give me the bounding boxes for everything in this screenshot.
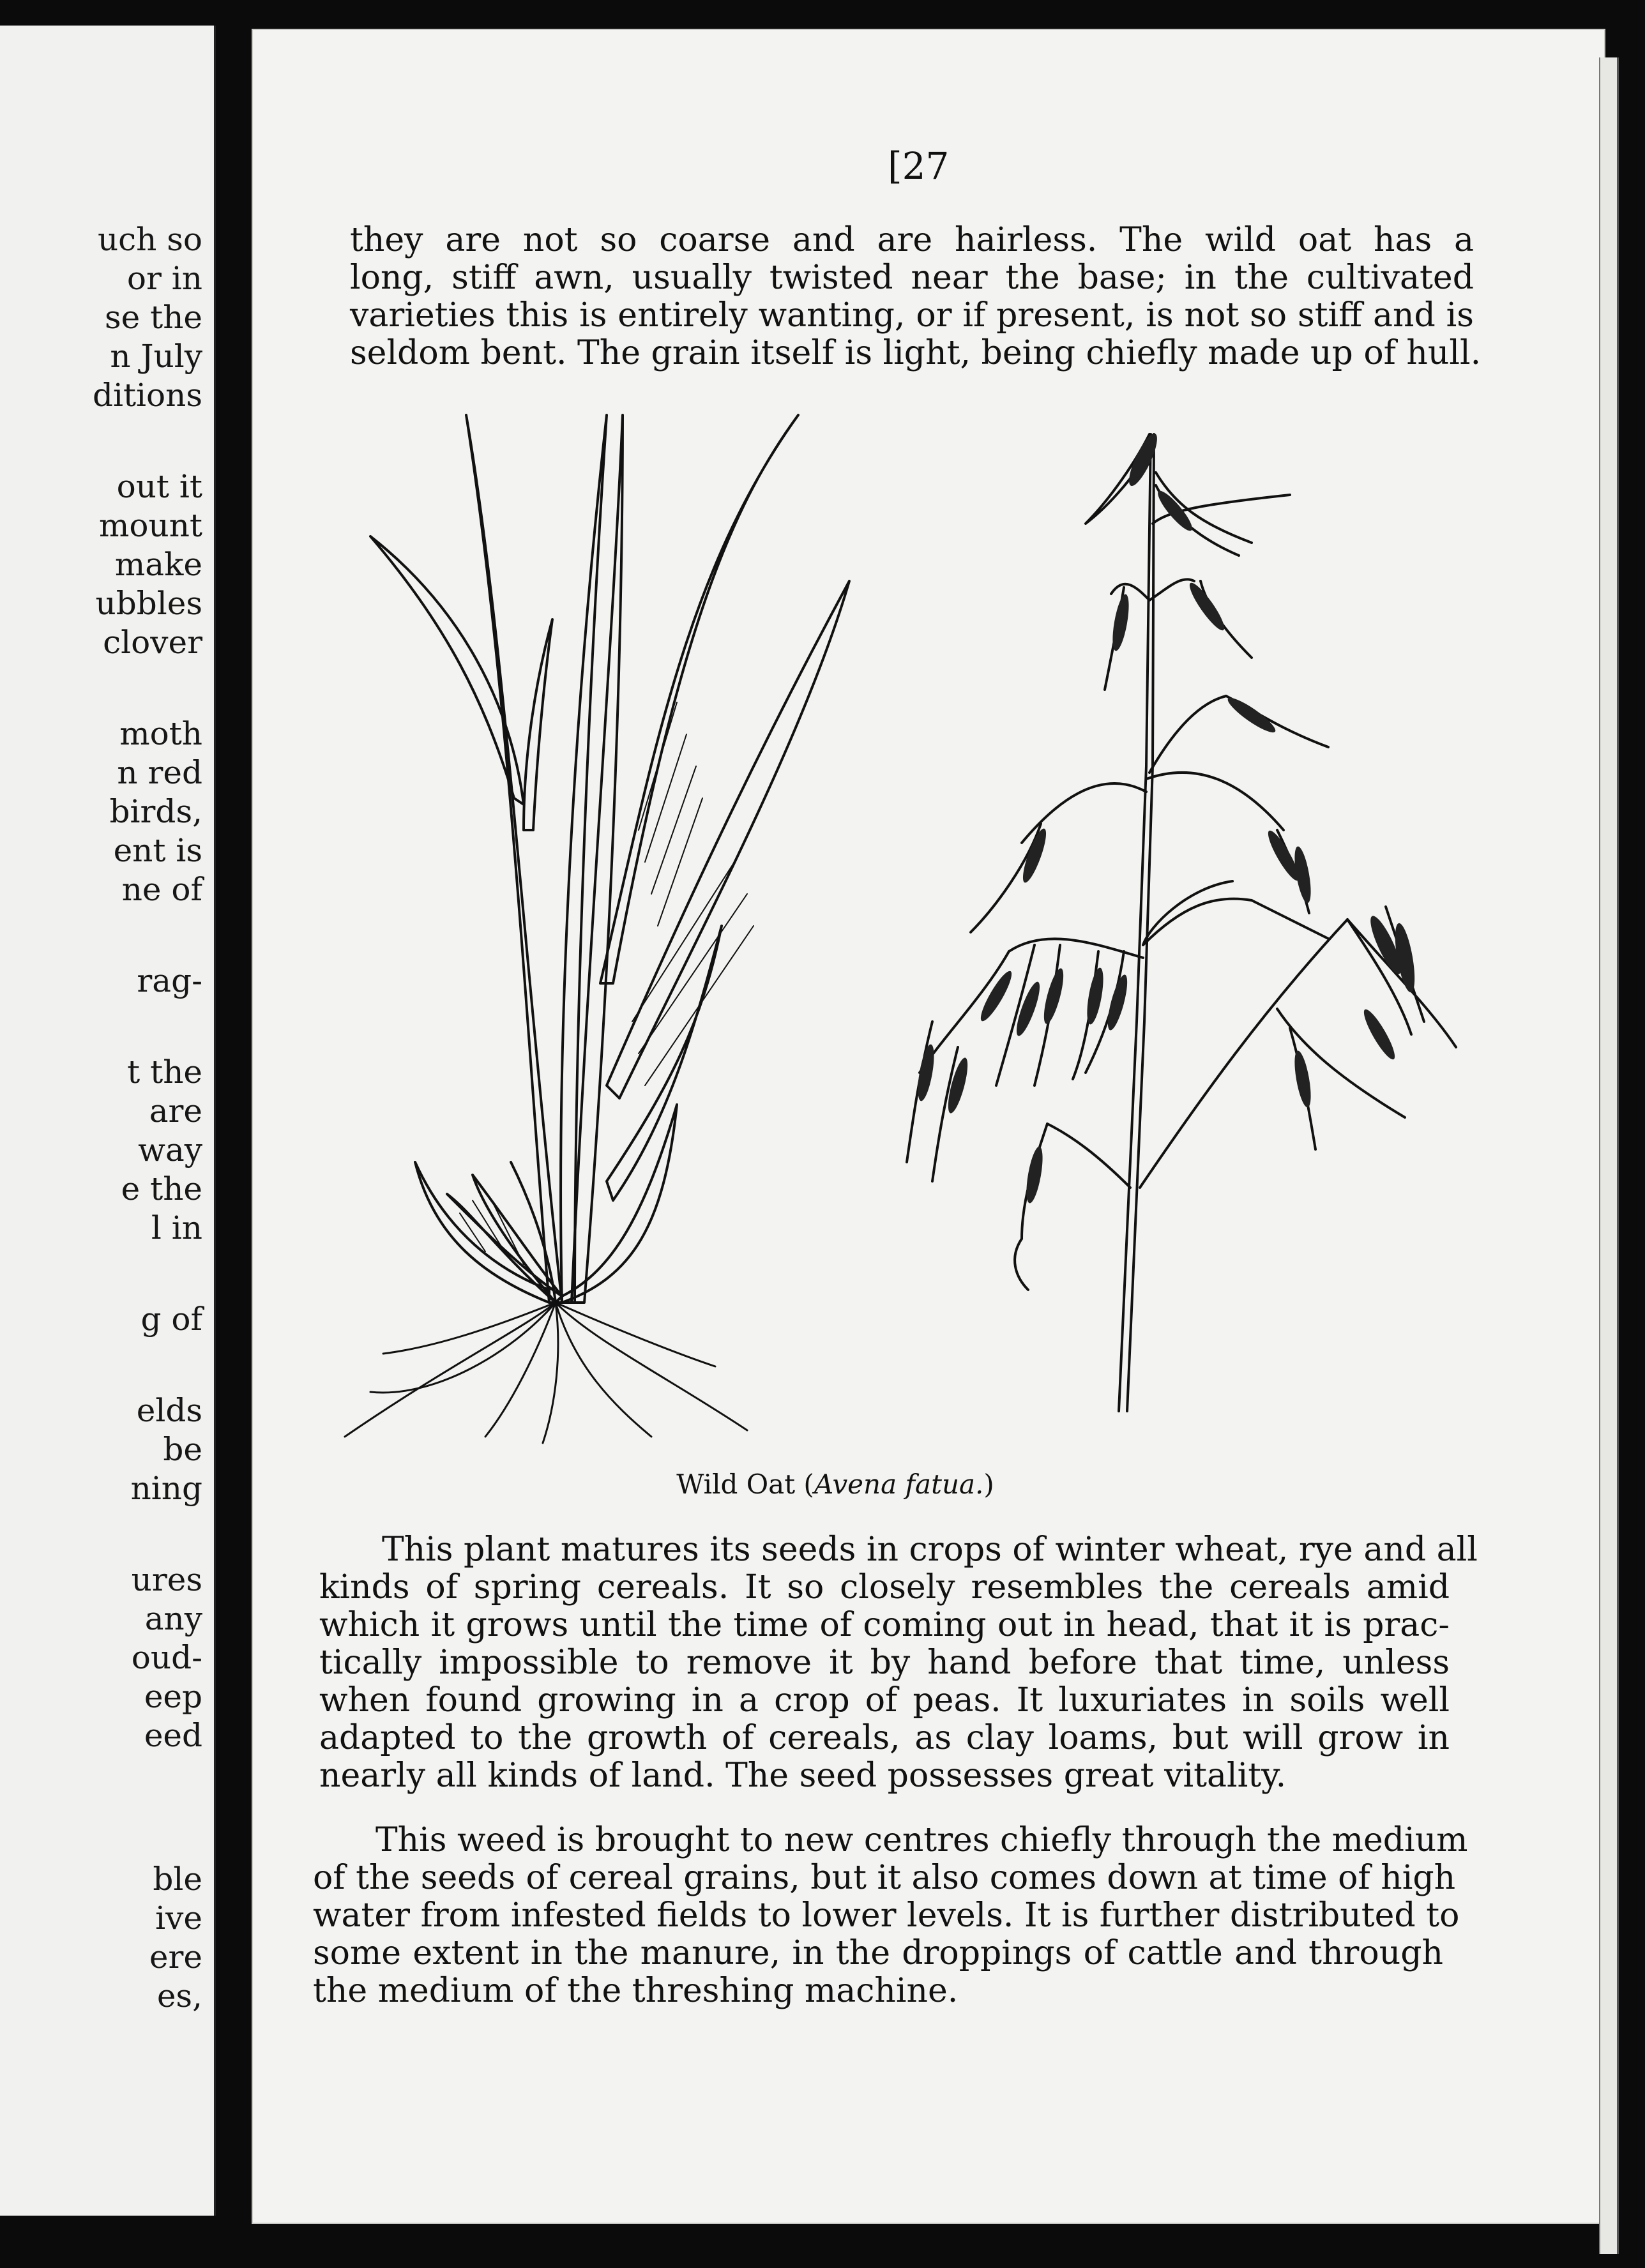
facing-page-line: e the: [121, 1170, 202, 1207]
facing-page-line: mount: [98, 507, 202, 544]
paragraph-2: [313, 1821, 1468, 2010]
facing-page-line: ditions: [92, 377, 202, 414]
facing-page-line: se the: [104, 299, 202, 336]
paragraph-1: [319, 1531, 1478, 1795]
text-line: they are not so coarse and are hairless. The wild oat has a: [350, 221, 1474, 259]
facing-page-line: ere: [149, 1939, 202, 1976]
figure-caption: [0, 1469, 1645, 1500]
facing-page-line: ble: [153, 1861, 202, 1898]
facing-page-line: n red: [117, 754, 202, 791]
text-line: kinds of spring cereals. It so closely resembles the cereals amid: [319, 1568, 1450, 1606]
plant-leaves: [370, 415, 849, 1303]
facing-page-line: n July: [110, 338, 202, 375]
text-line: water from infested fields to lower levels. It is further distributed to: [313, 1896, 1460, 1935]
text-line: This weed is brought to new centres chiefly through the medium: [375, 1821, 1468, 1859]
text-line: some extent in the manure, in the droppings of cattle and through: [313, 1934, 1443, 1972]
facing-page-line: any: [144, 1600, 202, 1637]
facing-page-line: ubbles: [95, 585, 202, 622]
text-line: nearly all kinds of land. The seed possesses great vitality.: [319, 1757, 1287, 1795]
caption-text: Wild Oat (: [676, 1469, 814, 1500]
facing-page-line: oud-: [131, 1639, 202, 1676]
text-line: seldom bent. The grain itself is light, being chiefly made up of hull.: [350, 334, 1482, 372]
plant-roots: [345, 1303, 747, 1443]
facing-page-line: g of: [140, 1301, 202, 1338]
facing-page-line: t the: [127, 1054, 202, 1091]
text-line: varieties this is entirely wanting, or if present, is not so stiff and is: [350, 296, 1474, 335]
facing-page-line: are: [149, 1092, 202, 1130]
facing-page-line: es,: [156, 1977, 202, 2015]
text-line: which it grows until the time of coming out in head, that it is prac-: [319, 1606, 1450, 1644]
facing-page-line: make: [114, 546, 202, 583]
spikelets: [907, 434, 1456, 1290]
facing-page-line: eed: [144, 1717, 202, 1754]
text-line: long, stiff awn, usually twisted near the base; in the cultivated: [350, 259, 1474, 297]
facing-page-line: moth: [119, 715, 202, 752]
facing-page-line: elds: [136, 1392, 202, 1429]
facing-page-line: way: [138, 1131, 202, 1168]
page-number: [27: [888, 144, 950, 188]
text-line: the medium of the threshing machine.: [313, 1972, 959, 2010]
facing-page-line: ent is: [113, 832, 202, 869]
facing-page-line: eep: [144, 1678, 202, 1715]
facing-page-line: birds,: [109, 793, 202, 830]
facing-page-line: or in: [126, 260, 202, 297]
text-line: when found growing in a crop of peas. It luxuriates in soils well: [319, 1681, 1450, 1720]
facing-page-line: ne of: [121, 871, 202, 908]
facing-page-line: clover: [103, 624, 202, 661]
facing-page-line: be: [163, 1431, 202, 1468]
text-line: adapted to the growth of cereals, as clay loams, but will grow in: [319, 1719, 1450, 1757]
seed-husks: [914, 430, 1418, 1204]
facing-page-line: uch so: [97, 221, 202, 258]
facing-page-line: ures: [131, 1561, 202, 1598]
caption-close: ): [983, 1469, 994, 1500]
facing-page-line: rag-: [137, 962, 202, 999]
facing-page-line: ive: [155, 1900, 202, 1937]
facing-page-line: ning: [130, 1470, 202, 1507]
text-line: This plant matures its seeds in crops of winter wheat, rye and all: [382, 1531, 1478, 1569]
caption-species: Avena fatua.: [814, 1469, 984, 1500]
text-line: of the seeds of cereal grains, but it also comes down at time of high: [313, 1859, 1456, 1897]
text-line: tically impossible to remove it by hand before that time, unless: [319, 1644, 1450, 1682]
facing-page-line: out it: [116, 468, 202, 505]
facing-page-line: l in: [151, 1209, 202, 1246]
